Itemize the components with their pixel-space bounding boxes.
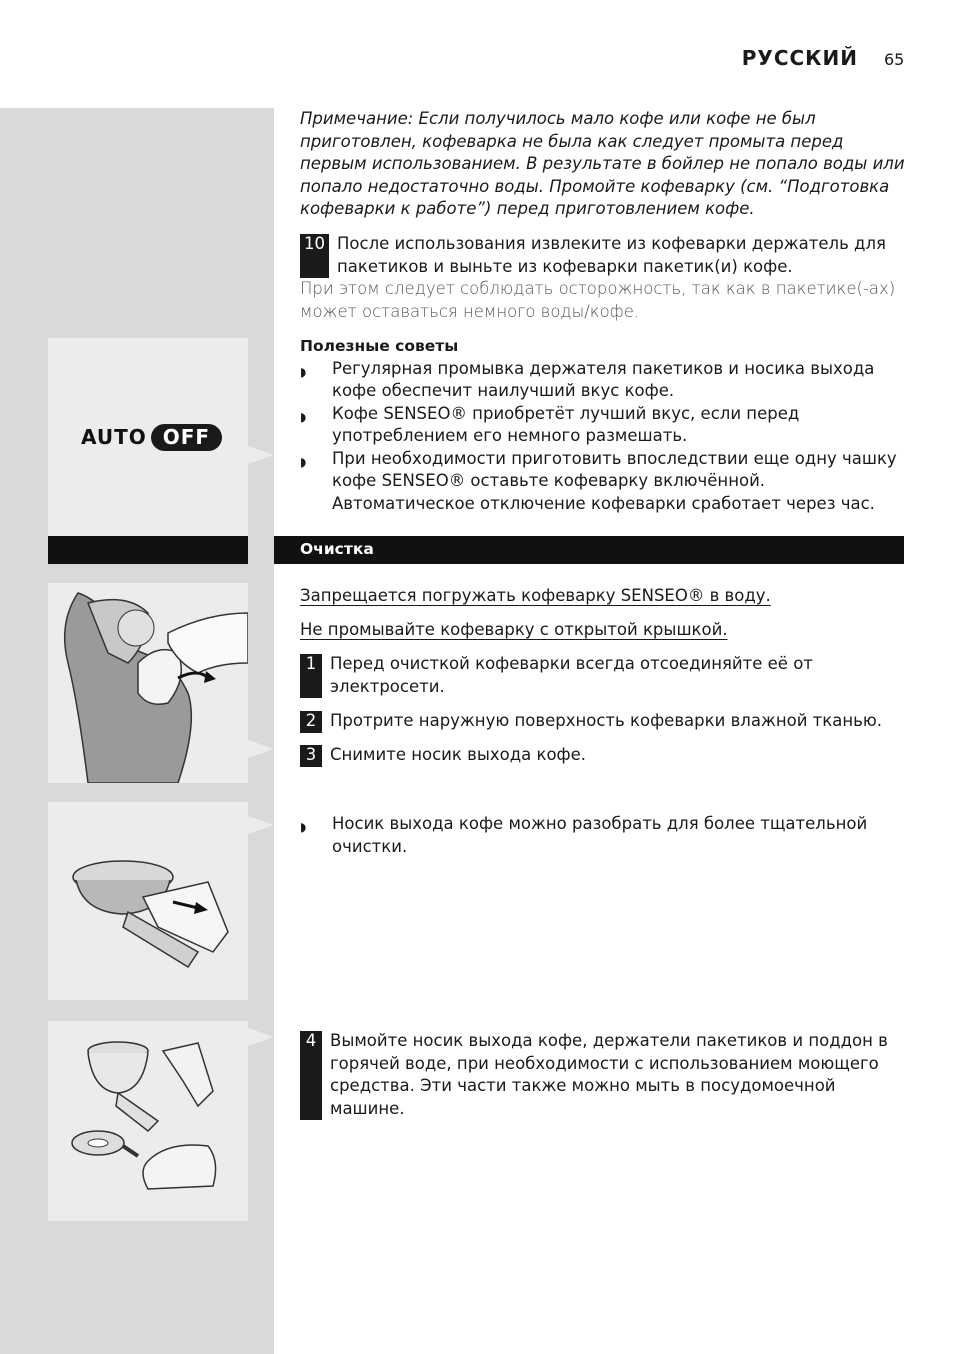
step-text: Снимите носик выхода кофе. (330, 745, 587, 764)
illustration-disassemble-spout (48, 802, 248, 1000)
section-title-cleaning: Очистка (300, 540, 374, 558)
tip-text: Регулярная промывка держателя пакетиков и носика выхода кофе обеспечит наилучший вкус кофе. (332, 358, 875, 400)
step-text: Перед очисткой кофеварки всегда отсоединяйте её от электросети. (330, 654, 813, 696)
step-number: 4 (300, 1031, 322, 1120)
off-label: OFF (151, 424, 222, 451)
cleaning-step-4 (300, 1030, 910, 1120)
cleaning-warning-2 (300, 619, 910, 642)
bullet-text: Носик выхода кофе можно разобрать для более тщательной очистки. (332, 814, 868, 856)
step-number: 2 (300, 711, 322, 733)
tip-item (300, 358, 910, 403)
caution-text: При этом следует соблюдать осторожность, так как в пакетике(-ах) может оставаться немного воды/кофе. (300, 279, 896, 321)
bullet-icon: ◗ (300, 454, 307, 469)
language-header: РУССКИЙ (741, 46, 858, 70)
tips-heading: Полезные советы (300, 337, 459, 355)
page-number: 65 (884, 50, 905, 69)
cleaning-step-3 (300, 744, 910, 767)
cleaning-bullet (300, 813, 910, 858)
bullet-icon: ◗ (300, 820, 307, 834)
illustration-parts (48, 1021, 248, 1221)
step-text: Вымойте носик выхода кофе, держатели пакетиков и поддон в горячей воде, при необходимости с использованием моющего средства. Эти части также можно мыть в посудомоечной машине. (330, 1031, 888, 1118)
step-10 (300, 233, 910, 323)
note-paragraph: Примечание: Если получилось мало кофе или кофе не был приготовлен, кофеварка не была как следует промыта перед первым использованием. В результате в бойлер не попало воды или попало недостаточно воды. Промойте кофеварку (см. “Подготовка кофеварки к работе”) перед приготовлением кофе. (300, 109, 905, 218)
section-bar-gap (248, 536, 274, 564)
tip-item (300, 403, 910, 448)
panel-pointer (248, 446, 274, 464)
panel-pointer (248, 740, 274, 758)
autooff-logo (81, 421, 222, 453)
cleaning-step-2 (300, 710, 910, 733)
warning-text: Запрещается погружать кофеварку SENSEO® в воду. (300, 586, 771, 605)
tip-text: Кофе SENSEO® приобретёт лучший вкус, если перед употреблением его немного размешать. (332, 403, 800, 445)
cleaning-step-1 (300, 653, 910, 698)
bullet-icon: ◗ (300, 409, 307, 424)
cleaning-warning-1 (300, 585, 910, 608)
auto-label: AUTO (81, 425, 147, 449)
section-bar (48, 536, 904, 564)
tip-item (300, 448, 910, 516)
tips-section (300, 335, 910, 515)
step-text: После использования извлеките из кофеварки держатель для пакетиков и выньте из кофеварки пакетик(и) кофе. (337, 234, 886, 276)
step-number: 3 (300, 745, 322, 767)
panel-pointer (248, 1028, 274, 1046)
tip-text: При необходимости приготовить впоследствии еще одну чашку кофе SENSEO® оставьте кофеварку включённой. Автоматическое отключение кофеварки сработает через час. (332, 448, 897, 513)
autooff-panel (48, 338, 248, 536)
step-text: Протрите наружную поверхность кофеварки влажной тканью. (330, 711, 883, 730)
step-number: 1 (300, 654, 322, 698)
panel-pointer (248, 816, 274, 834)
illustration-remove-spout (48, 583, 248, 783)
step-number: 10 (300, 234, 329, 278)
warning-text: Не промывайте кофеварку с открытой крышкой. (300, 620, 728, 639)
bullet-icon: ◗ (300, 364, 307, 379)
